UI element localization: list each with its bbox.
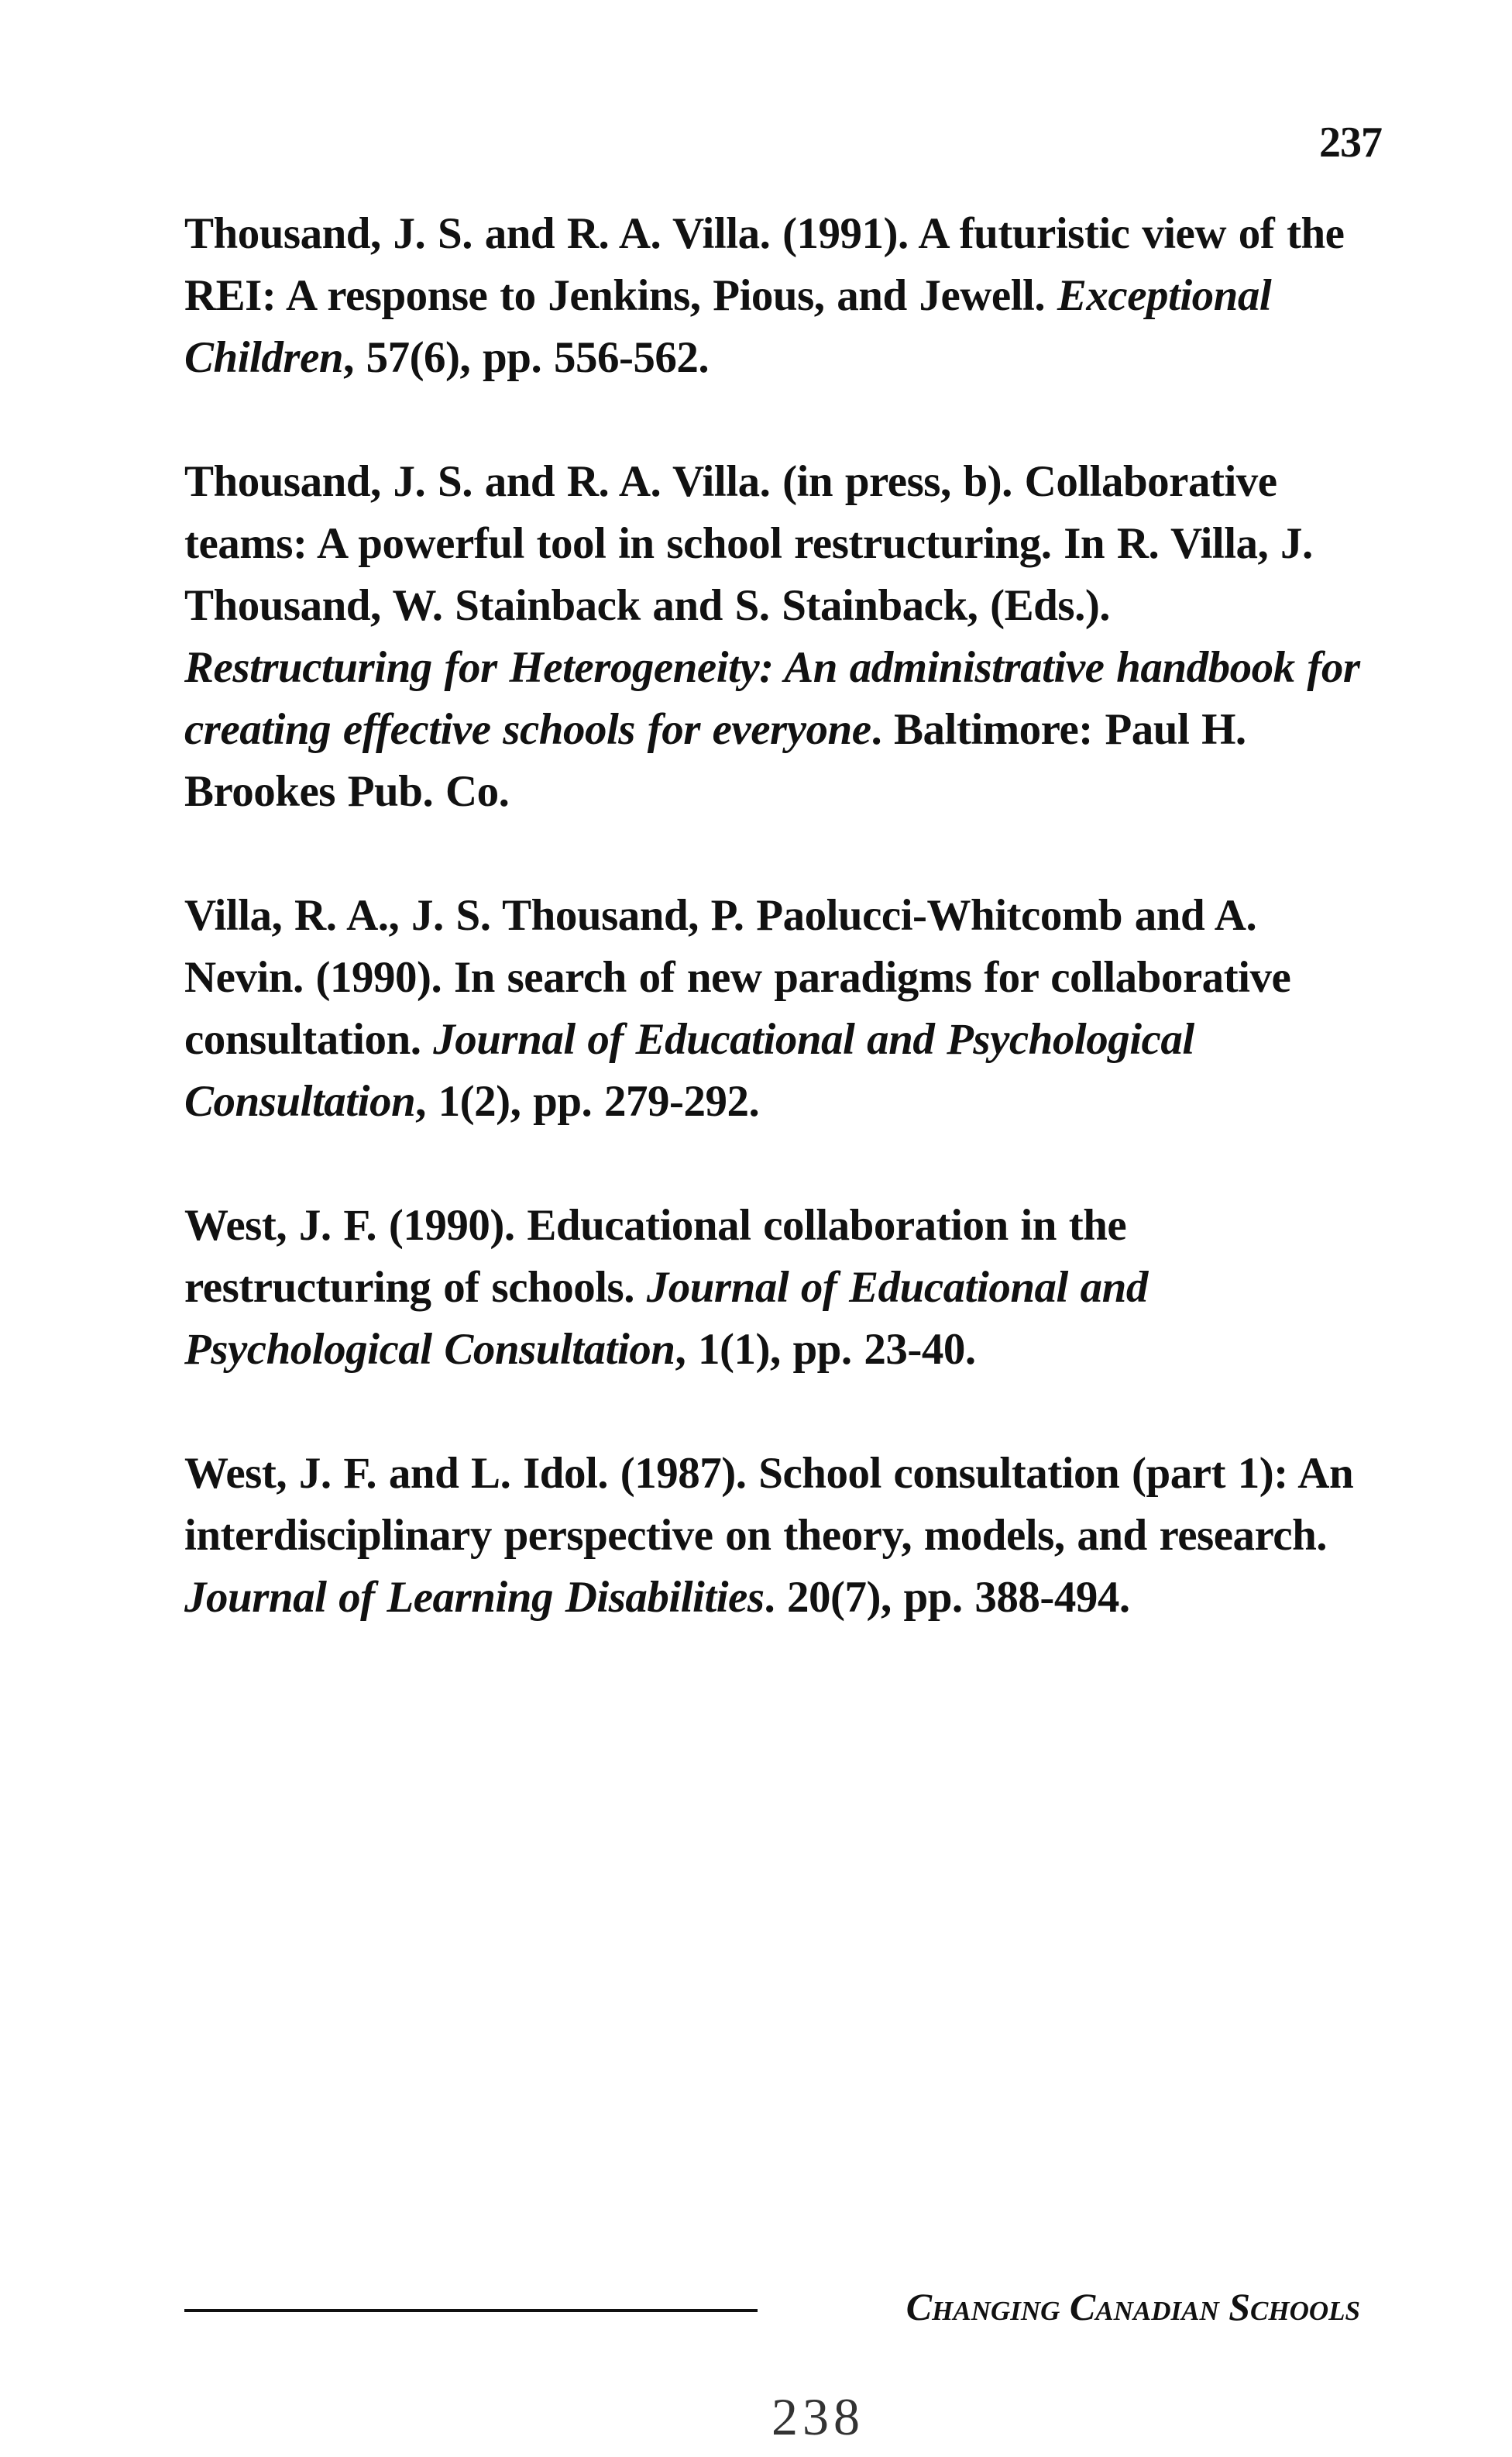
reference-entry [184, 1195, 1369, 1381]
reference-source: Journal of Learning Disabilities [184, 1573, 765, 1622]
reference-entry [184, 203, 1369, 389]
footer-rule [184, 2309, 758, 2312]
reference-authors: West, J. F. and L. Idol. (1987). School consultation (part 1): An interdisciplinary perspective on theory, models, and research. [184, 1449, 1354, 1560]
reference-source: Journal of Educational and Psychological Consultation [184, 1015, 1194, 1126]
reference-source: Exceptional Children [184, 271, 1272, 382]
reference-authors: West, J. F. (1990). Educational collaboration in the restructuring of schools. [184, 1201, 1127, 1312]
reference-details: . 20(7), pp. 388-494. [764, 1573, 1130, 1622]
reference-details: , 57(6), pp. 556-562. [343, 333, 710, 382]
reference-authors: Villa, R. A., J. S. Thousand, P. Paolucci-Whitcomb and A. Nevin. (1990). In search of new paradigms for collaborative consultation. [184, 891, 1291, 1064]
reference-authors: Thousand, J. S. and R. A. Villa. (in press, b). Collaborative teams: A powerful tool in school restructuring. In R. Villa, J. Thousand, W. Stainback and S. Stainback, (Eds.). [184, 457, 1313, 630]
reference-entry [184, 885, 1369, 1133]
running-footer-title: Changing Canadian Schools [905, 2285, 1360, 2328]
reference-details: , 1(2), pp. 279-292. [415, 1077, 760, 1126]
reference-list [184, 203, 1369, 1691]
reference-details: , 1(1), pp. 23-40. [675, 1325, 976, 1374]
reference-authors: Thousand, J. S. and R. A. Villa. (1991). A futuristic view of the REI: A response to Jenkins, Pious, and Jewell. [184, 209, 1345, 320]
page-number: 237 [1319, 119, 1382, 167]
reference-entry [184, 451, 1369, 823]
reference-details: . Baltimore: Paul H. Brookes Pub. Co. [184, 705, 1246, 816]
reference-source: Restructuring for Heterogeneity: An administrative handbook for creating effective schools for everyone [184, 643, 1360, 754]
reference-entry [184, 1443, 1369, 1629]
reference-source: Journal of Educational and Psychological Consultation [184, 1263, 1148, 1374]
folio-number: 238 [771, 2387, 864, 2446]
